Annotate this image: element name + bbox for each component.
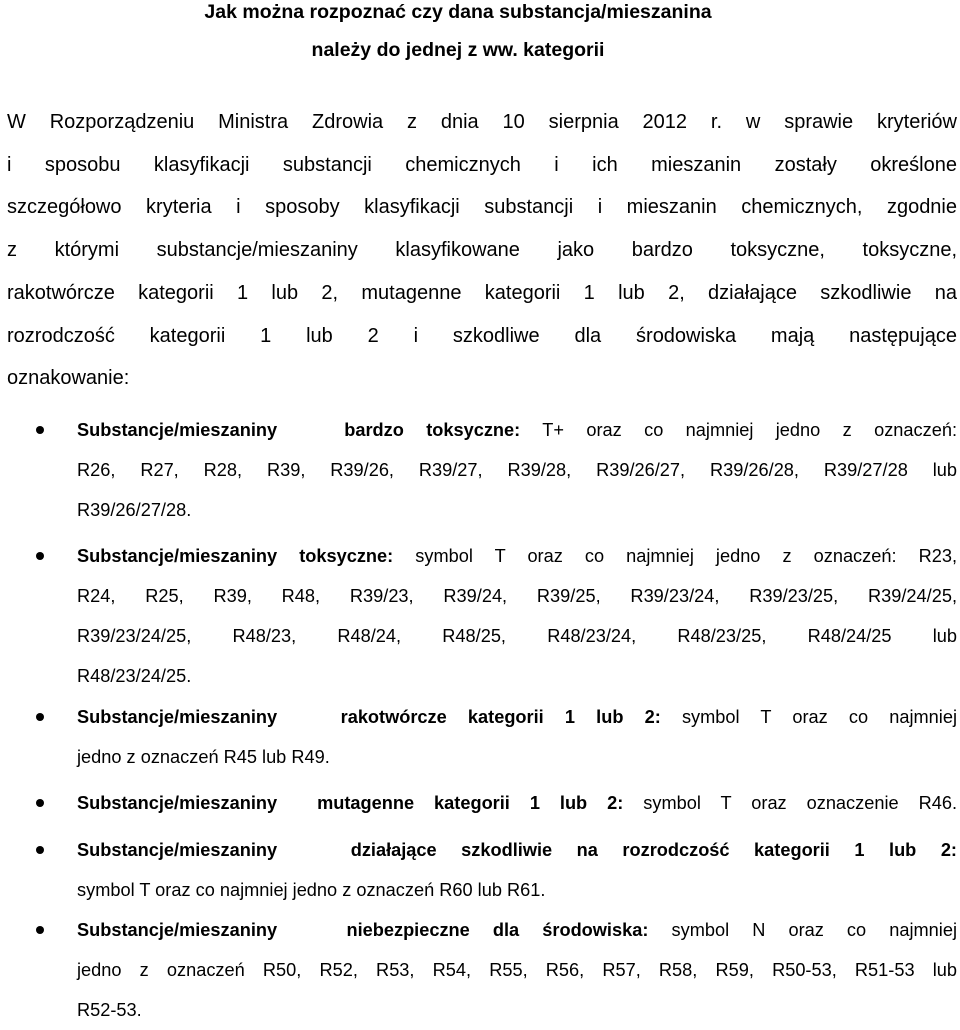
bullet-icon bbox=[36, 926, 44, 934]
bullet-icon bbox=[36, 552, 44, 560]
intro-line: i sposobu klasyfikacji substancji chemicznych i ich mieszanin zostały określone bbox=[7, 153, 957, 176]
item-lead: symbol T oraz co najmniej jedno z oznaczeń: R23, bbox=[415, 546, 957, 566]
list-item-very-toxic bbox=[77, 410, 957, 530]
intro-line: rakotwórcze kategorii 1 lub 2, mutagenne kategorii 1 lub 2, działające szkodliwie na bbox=[7, 281, 957, 304]
item-first-line bbox=[77, 697, 957, 737]
bullet-icon bbox=[36, 426, 44, 434]
list-item-mutagenic bbox=[77, 783, 957, 823]
list-item-reproductive bbox=[77, 830, 957, 910]
item-first-line bbox=[77, 783, 957, 823]
item-subject: Substancje/mieszaniny bbox=[77, 546, 278, 566]
item-first-line bbox=[77, 910, 957, 950]
bullet-icon bbox=[36, 713, 44, 721]
intro-line: oznakowanie: bbox=[7, 367, 130, 390]
page-title-line-1: Jak można rozpoznać czy dana substancja/mieszanina bbox=[204, 1, 712, 23]
item-subject: Substancje/mieszaniny bbox=[77, 420, 278, 440]
item-category: niebezpieczne dla środowiska: bbox=[346, 920, 649, 940]
item-lead: symbol T oraz oznaczenie R46. bbox=[643, 793, 958, 813]
item-line: jedno z oznaczeń R50, R52, R53, R54, R55, R56, R57, R58, R59, R50-53, R51-53 lub bbox=[77, 960, 957, 980]
item-lead: symbol T oraz co najmniej bbox=[681, 707, 957, 727]
bullet-icon bbox=[36, 799, 44, 807]
list-item-toxic bbox=[77, 536, 957, 696]
item-line: R39/26/27/28. bbox=[77, 500, 192, 520]
item-category: rakotwórcze kategorii 1 lub 2: bbox=[340, 707, 661, 727]
item-line: R48/23/24/25. bbox=[77, 666, 192, 686]
intro-line: z którymi substancje/mieszaniny klasyfikowane jako bardzo toksyczne, toksyczne, bbox=[7, 239, 957, 262]
item-lead: symbol N oraz co najmniej bbox=[671, 920, 957, 940]
item-subject: Substancje/mieszaniny bbox=[77, 707, 278, 727]
item-subject: Substancje/mieszaniny bbox=[77, 840, 278, 860]
item-first-line bbox=[77, 830, 957, 870]
item-line: R26, R27, R28, R39, R39/26, R39/27, R39/28, R39/26/27, R39/26/28, R39/27/28 lub bbox=[77, 460, 957, 480]
item-category: toksyczne: bbox=[299, 546, 394, 566]
intro-line: szczegółowo kryteria i sposoby klasyfikacji substancji i mieszanin chemicznych, zgodnie bbox=[7, 196, 957, 219]
intro-paragraph bbox=[7, 101, 957, 400]
list-item-environment bbox=[77, 910, 957, 1030]
item-line: R39/23/24/25, R48/23, R48/24, R48/25, R48/23/24, R48/23/25, R48/24/25 lub bbox=[77, 626, 957, 646]
item-subject: Substancje/mieszaniny bbox=[77, 920, 278, 940]
bullet-icon bbox=[36, 846, 44, 854]
item-category: działające szkodliwie na rozrodczość kategorii 1 lub 2: bbox=[350, 840, 957, 860]
item-subject: Substancje/mieszaniny bbox=[77, 793, 278, 813]
intro-line: W Rozporządzeniu Ministra Zdrowia z dnia 10 sierpnia 2012 r. w sprawie kryteriów bbox=[7, 111, 957, 133]
item-line: R24, R25, R39, R48, R39/23, R39/24, R39/25, R39/23/24, R39/23/25, R39/24/25, bbox=[77, 586, 957, 606]
item-first-line bbox=[77, 536, 957, 576]
item-line: R52-53. bbox=[77, 1000, 142, 1020]
item-first-line bbox=[77, 410, 957, 450]
item-lead: T+ oraz co najmniej jedno z oznaczeń: bbox=[542, 420, 957, 440]
list-item-carcinogenic bbox=[77, 697, 957, 777]
page-title-line-2: należy do jednej z ww. kategorii bbox=[311, 39, 605, 61]
item-line: symbol T oraz co najmniej jedno z oznaczeń R60 lub R61. bbox=[77, 880, 546, 900]
item-category: mutagenne kategorii 1 lub 2: bbox=[317, 793, 624, 813]
intro-line: rozrodczość kategorii 1 lub 2 i szkodliwe dla środowiska mają następujące bbox=[7, 324, 957, 347]
item-line: jedno z oznaczeń R45 lub R49. bbox=[77, 747, 330, 767]
item-category: bardzo toksyczne: bbox=[344, 420, 521, 440]
